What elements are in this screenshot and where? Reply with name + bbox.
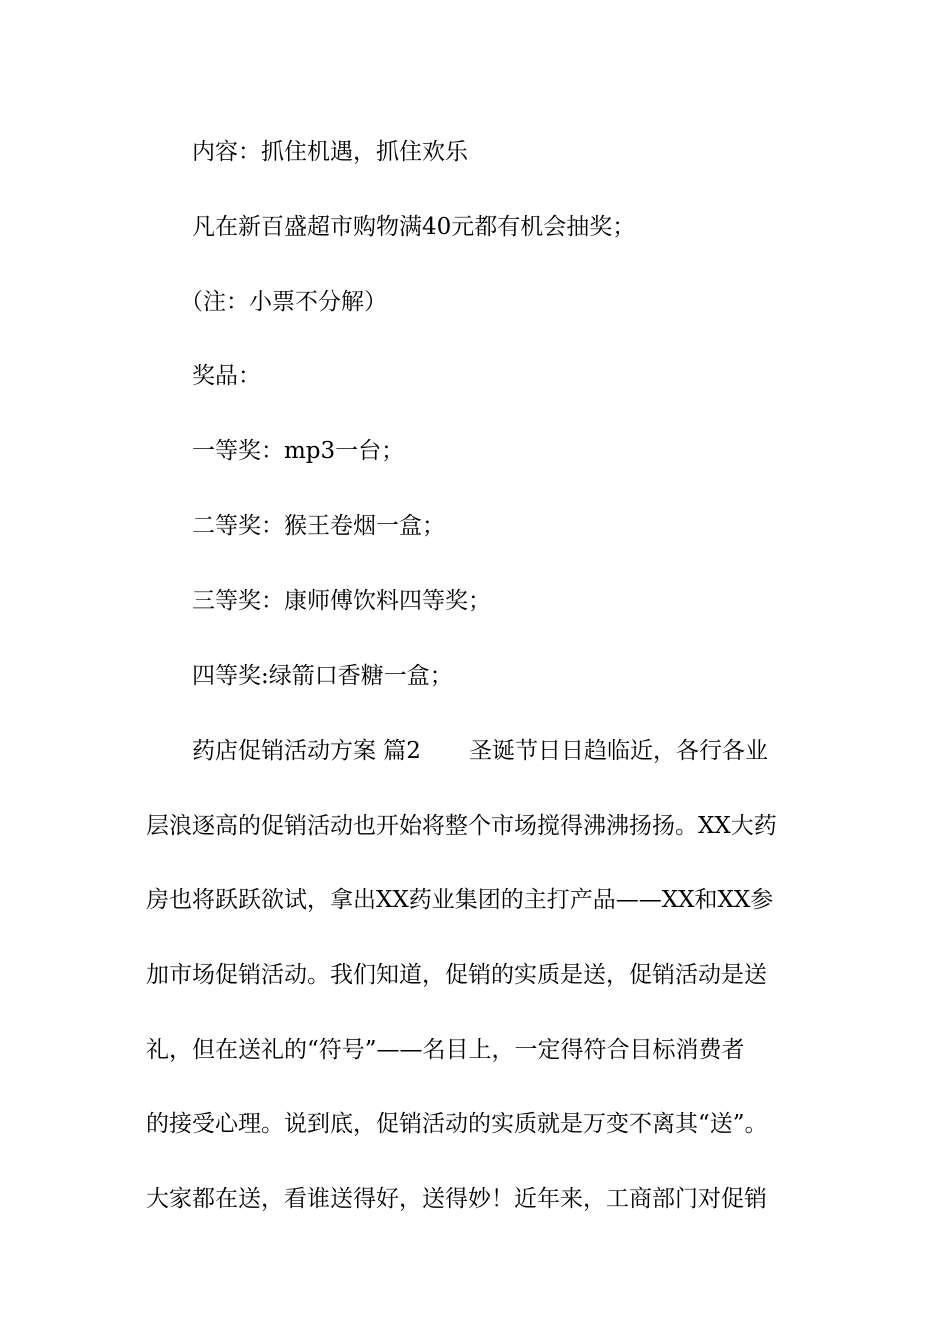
body-line: 大家都在送，看谁送得好，送得妙！近年来，工商部门对促销	[146, 1186, 767, 1212]
body-line: 房也将跃跃欲试，拿出XX药业集团的主打产品——XX和XX参	[146, 887, 774, 913]
body-line: 加市场促销活动。我们知道，促销的实质是送，促销活动是送	[146, 962, 767, 988]
paragraph-line: 一等奖：mp3一台；	[192, 438, 405, 464]
section-title: 药店促销活动方案 篇2	[192, 738, 421, 764]
paragraph-line: 二等奖：猴王卷烟一盒；	[192, 513, 445, 539]
paragraph-line: 凡在新百盛超市购物满40元都有机会抽奖；	[192, 214, 636, 240]
paragraph-line: （注：小票不分解）	[180, 289, 387, 315]
paragraph-line: 内容：抓住机遇，抓住欢乐	[192, 139, 468, 165]
body-line: 层浪逐高的促销活动也开始将整个市场搅得沸沸扬扬。XX大药	[146, 813, 777, 839]
section-heading-line	[192, 737, 768, 765]
section-first-line: 圣诞节日日趋临近，各行各业	[468, 738, 768, 764]
body-line: 礼，但在送礼的“符号”——名目上，一定得符合目标消费者	[146, 1037, 745, 1063]
paragraph-line: 四等奖:绿箭口香糖一盒；	[192, 663, 453, 689]
body-line: 的接受心理。说到底，促销活动的实质就是万变不离其“送”。	[146, 1111, 768, 1137]
paragraph-line: 三等奖：康师傅饮料四等奖；	[192, 588, 491, 614]
paragraph-line: 奖品：	[192, 363, 261, 389]
